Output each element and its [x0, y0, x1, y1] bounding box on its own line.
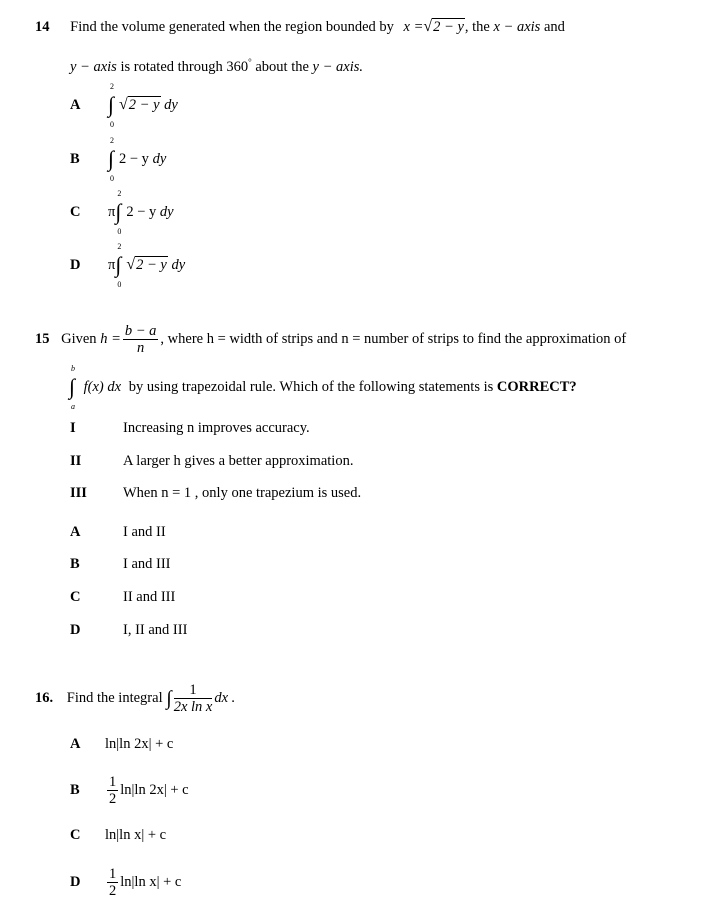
- integral-sign: [108, 137, 119, 183]
- integral-icon: ∫: [166, 687, 172, 710]
- sqrt-expression: [423, 18, 465, 36]
- option-text: I and II: [123, 524, 166, 540]
- upper-limit: 2: [117, 241, 122, 251]
- question-number: 15: [35, 331, 50, 347]
- text: , where h = width of strips and n = number of strips to find the approximation of: [160, 331, 627, 347]
- lower-limit: 0: [117, 279, 122, 289]
- numerator: 1: [109, 866, 117, 883]
- denominator: n: [137, 340, 145, 357]
- sqrt-icon: √: [126, 256, 136, 273]
- statement-ii: [70, 452, 353, 470]
- integral-sign: [115, 243, 126, 289]
- option-a[interactable]: [70, 82, 178, 129]
- statement-text: A larger h gives a better approximation.: [123, 453, 354, 469]
- option-text: I and III: [123, 556, 171, 572]
- option-label: C: [70, 827, 81, 843]
- statement-text: Increasing n improves accuracy.: [123, 420, 310, 436]
- option-b[interactable]: [70, 555, 171, 573]
- upper-limit: 2: [110, 135, 114, 145]
- coefficient-fraction: [107, 774, 118, 807]
- option-label: D: [70, 874, 81, 890]
- integral-icon: ∫: [115, 198, 122, 224]
- integral-icon: ∫: [108, 91, 115, 117]
- option-label: B: [70, 782, 80, 798]
- integral-icon: ∫: [108, 145, 115, 171]
- sqrt-expression: [119, 82, 161, 128]
- option-label: D: [70, 622, 81, 638]
- option-d[interactable]: [70, 621, 187, 639]
- degree-symbol: °: [248, 57, 252, 67]
- numerator: 1: [174, 682, 213, 699]
- coefficient-fraction: [107, 866, 118, 899]
- option-a[interactable]: [70, 523, 166, 541]
- lower-limit: a: [71, 401, 75, 411]
- question-number: 14: [35, 19, 50, 35]
- option-expression: ln|ln 2x| + c: [105, 736, 174, 752]
- statement-text: When n = 1 , only one trapezium is used.: [123, 485, 362, 501]
- integral-sign: [115, 190, 126, 236]
- text: Given: [61, 331, 97, 347]
- option-label: B: [70, 556, 80, 572]
- question-number: 16.: [35, 690, 54, 706]
- upper-limit: b: [71, 363, 75, 373]
- integral-sign: [69, 365, 80, 411]
- option-c[interactable]: [70, 189, 174, 236]
- integral-sign: [108, 83, 119, 129]
- option-expression: ln|ln x| + c: [120, 874, 182, 890]
- option-b[interactable]: [70, 136, 166, 183]
- denominator: 2: [109, 791, 117, 808]
- radicand: 2 − y: [136, 257, 167, 273]
- denominator: 2: [109, 883, 117, 900]
- sqrt-icon: √: [119, 96, 128, 113]
- text: about the: [255, 58, 309, 75]
- question-14-line-2: [70, 53, 363, 76]
- text: Find the integral: [66, 690, 163, 706]
- differential: dy: [164, 97, 178, 113]
- question-text: Find the volume generated when the region bounded by: [70, 19, 394, 35]
- option-label: A: [70, 736, 81, 752]
- pi-symbol: π: [108, 204, 116, 220]
- text: is rotated through: [120, 58, 223, 75]
- statement-i: [70, 419, 310, 437]
- numerator: b − a: [124, 323, 157, 340]
- pi-symbol: π: [108, 257, 116, 273]
- option-label: A: [70, 97, 81, 113]
- integrand: f(x) dx: [83, 379, 122, 395]
- y-axis-term: y − axis: [70, 58, 117, 75]
- sqrt-expression: [126, 242, 168, 288]
- lower-limit: 0: [117, 226, 122, 236]
- option-d[interactable]: [70, 864, 181, 900]
- integral-icon: ∫: [69, 373, 76, 399]
- question-14-line-1: [35, 18, 565, 36]
- option-c[interactable]: [70, 588, 175, 606]
- option-label: C: [70, 204, 81, 220]
- question-15-line-2: [69, 364, 577, 411]
- statement-label: I: [70, 420, 76, 436]
- text: , the: [464, 19, 490, 35]
- text: and: [543, 19, 565, 35]
- option-a[interactable]: [70, 726, 173, 762]
- option-label: A: [70, 524, 81, 540]
- statement-label: III: [70, 485, 87, 501]
- x-axis-term: x − axis: [493, 19, 541, 35]
- sqrt-icon: √: [423, 18, 433, 35]
- differential: dy: [152, 151, 167, 167]
- denominator: 2x ln x: [173, 699, 213, 716]
- lower-limit: 0: [110, 119, 114, 129]
- integrand: 2 − y: [126, 204, 157, 220]
- upper-limit: 2: [117, 188, 122, 198]
- question-15-line-1: [35, 321, 626, 357]
- differential: dx .: [214, 690, 236, 706]
- y-axis-term: y − axis.: [312, 58, 363, 75]
- equation: h =: [100, 331, 121, 347]
- integrand: 2 − y: [119, 151, 149, 167]
- equation: x =: [403, 19, 424, 35]
- option-text: II and III: [123, 589, 176, 605]
- differential: dy: [159, 204, 174, 220]
- statement-iii: [70, 484, 361, 502]
- option-label: D: [70, 257, 81, 273]
- lower-limit: 0: [110, 173, 114, 183]
- statement-label: II: [70, 453, 82, 469]
- option-text: I, II and III: [123, 622, 188, 638]
- integral-icon: ∫: [115, 251, 122, 277]
- differential: dy: [171, 257, 186, 273]
- radicand: 2 − y: [433, 19, 464, 35]
- question-16-line: [35, 680, 235, 717]
- fraction: [123, 323, 159, 356]
- option-b[interactable]: [70, 772, 189, 808]
- angle: 360: [226, 58, 249, 75]
- option-expression: ln|ln 2x| + c: [120, 782, 189, 798]
- option-expression: ln|ln x| + c: [105, 827, 167, 843]
- option-c[interactable]: [70, 817, 166, 853]
- option-label: C: [70, 589, 81, 605]
- fraction: [174, 682, 213, 715]
- emphasis: CORRECT?: [496, 379, 577, 395]
- option-label: B: [70, 151, 80, 167]
- option-d[interactable]: [70, 242, 185, 289]
- upper-limit: 2: [110, 81, 114, 91]
- text: by using trapezoidal rule. Which of the following statements is: [128, 379, 494, 395]
- numerator: 1: [109, 774, 117, 791]
- radicand: 2 − y: [128, 97, 160, 113]
